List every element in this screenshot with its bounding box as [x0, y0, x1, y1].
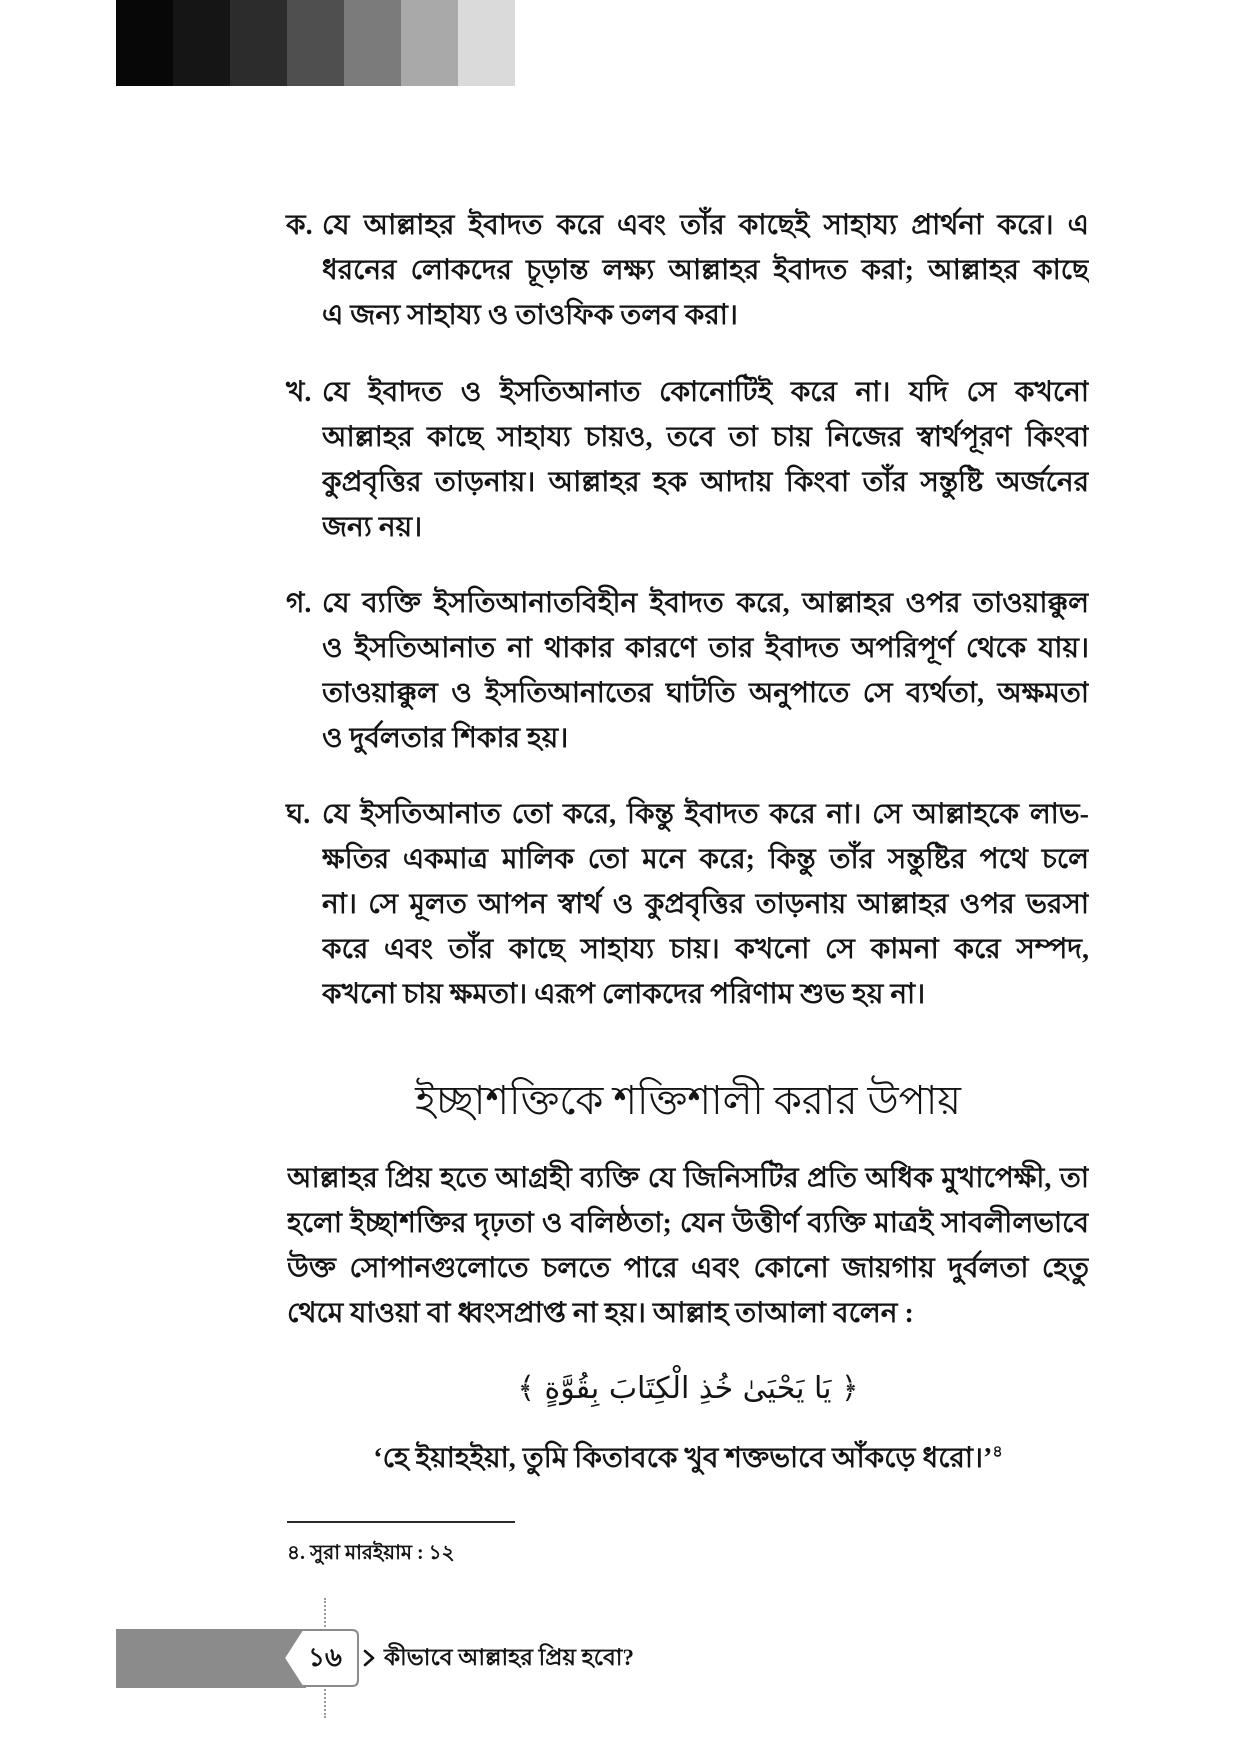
item-label: গ. [286, 588, 312, 619]
list-item-gha [286, 792, 1089, 1017]
text-line: যে ইবাদত ও ইসতিআনাত কোনোটিই করে না। যদি সে কখনো [322, 377, 1089, 408]
list-item-ka [286, 203, 1089, 338]
footnote [287, 1538, 455, 1568]
grayscale-stripe [230, 0, 287, 86]
item-label: ঘ. [286, 799, 311, 830]
footnote-divider [287, 1521, 515, 1523]
grayscale-stripe [287, 0, 344, 86]
quran-verse-arabic: ﴿ يَا يَحْيَىٰ خُذِ الْكِتَابَ بِقُوَّةٍ ﴾ [517, 1371, 859, 1406]
text-line: ও ইসতিআনাত না থাকার কারণে তার ইবাদত অপরিপূর্ণ থেকে যায়। [322, 633, 1089, 664]
grayscale-stripe [344, 0, 401, 86]
section-heading: ইচ্ছাশক্তিকে শক্তিশালী করার উপায় [415, 1078, 961, 1123]
verse-translation [287, 1436, 1089, 1481]
text-line: আল্লাহর প্রিয় হতে আগ্রহী ব্যক্তি যে জিনিসটির প্রতি অধিক মুখাপেক্ষী, তা [287, 1163, 1089, 1194]
text-line: তাওয়াক্কুল ও ইসতিআনাতের ঘাটতি অনুপাতে সে ব্যর্থতা, অক্ষমতা [322, 678, 1089, 709]
text-line: উক্ত সোপানগুলোতে চলতে পারে এবং কোনো জায়গায় দুর্বলতা হেতু [287, 1253, 1089, 1284]
text-line: না। সে মূলত আপন স্বার্থ ও কুপ্রবৃত্তির তাড়নায় আল্লাহর ওপর ভরসা [322, 889, 1089, 920]
text-line: থেমে যাওয়া বা ধ্বংসপ্রাপ্ত না হয়। আল্লাহ তাআলা বলেন : [287, 1298, 914, 1329]
grayscale-stripe [116, 0, 173, 86]
grayscale-stripe [458, 0, 515, 86]
text-line: যে আল্লাহর ইবাদত করে এবং তাঁর কাছেই সাহায্য প্রার্থনা করে। এ [322, 210, 1089, 241]
text-line: করে এবং তাঁর কাছে সাহায্য চায়। কখনো সে কামনা করে সম্পদ, [322, 934, 1089, 965]
list-item-kha [286, 370, 1089, 550]
text-line: হলো ইচ্ছাশক্তির দৃঢ়তা ও বলিষ্ঠতা; যেন উত্তীর্ণ ব্যক্তি মাত্রই সাবলীলভাবে [287, 1208, 1089, 1239]
list-item-ga [286, 581, 1089, 761]
text-line: কখনো চায় ক্ষমতা। এরূপ লোকদের পরিণাম শুভ হয় না। [322, 979, 926, 1010]
text-line: জন্য নয়। [322, 512, 423, 543]
header-grayscale-strip [116, 0, 515, 86]
item-label: ক. [286, 210, 313, 241]
text-line: ক্ষতির একমাত্র মালিক তো মনে করে; কিন্তু তাঁর সন্তুষ্টির পথে চলে [322, 844, 1089, 875]
text-line: যে ব্যক্তি ইসতিআনাতবিহীন ইবাদত করে, আল্লাহর ওপর তাওয়াক্কুল [322, 588, 1089, 619]
footnote-reference[interactable]: ৪ [992, 1443, 1003, 1461]
grayscale-stripe [401, 0, 458, 86]
text-line: ও দুর্বলতার শিকার হয়। [322, 723, 569, 754]
body-paragraph [287, 1156, 1089, 1336]
text-line: কুপ্রবৃত্তির তাড়নায়। আল্লাহর হক আদায় কিংবা তাঁর সন্তুষ্টি অর্জনের [322, 467, 1089, 498]
footnote-text: সুরা মারইয়াম : ১২ [309, 1542, 455, 1564]
translation-text: ‘হে ইয়াহইয়া, তুমি কিতাবকে খুব শক্তভাবে আঁকড়ে ধরো।’ [373, 1443, 993, 1474]
item-label: খ. [286, 377, 312, 408]
chevron-right-icon [362, 1648, 376, 1668]
text-line: এ জন্য সাহায্য ও তাওফিক তলব করা। [322, 300, 738, 331]
text-line: যে ইসতিআনাত তো করে, কিন্তু ইবাদত করে না। সে আল্লাহকে লাভ- [322, 799, 1089, 830]
grayscale-stripe [173, 0, 230, 86]
running-book-title: কীভাবে আল্লাহর প্রিয় হবো? [384, 1645, 634, 1670]
page-number: ১৬ [308, 1643, 342, 1672]
text-line: ধরনের লোকদের চূড়ান্ত লক্ষ্য আল্লাহর ইবাদত করা; আল্লাহর কাছে [322, 255, 1089, 286]
footnote-number: ৪. [287, 1542, 305, 1564]
text-line: আল্লাহর কাছে সাহায্য চায়ও, তবে তা চায় নিজের স্বার্থপূরণ কিংবা [322, 422, 1089, 453]
